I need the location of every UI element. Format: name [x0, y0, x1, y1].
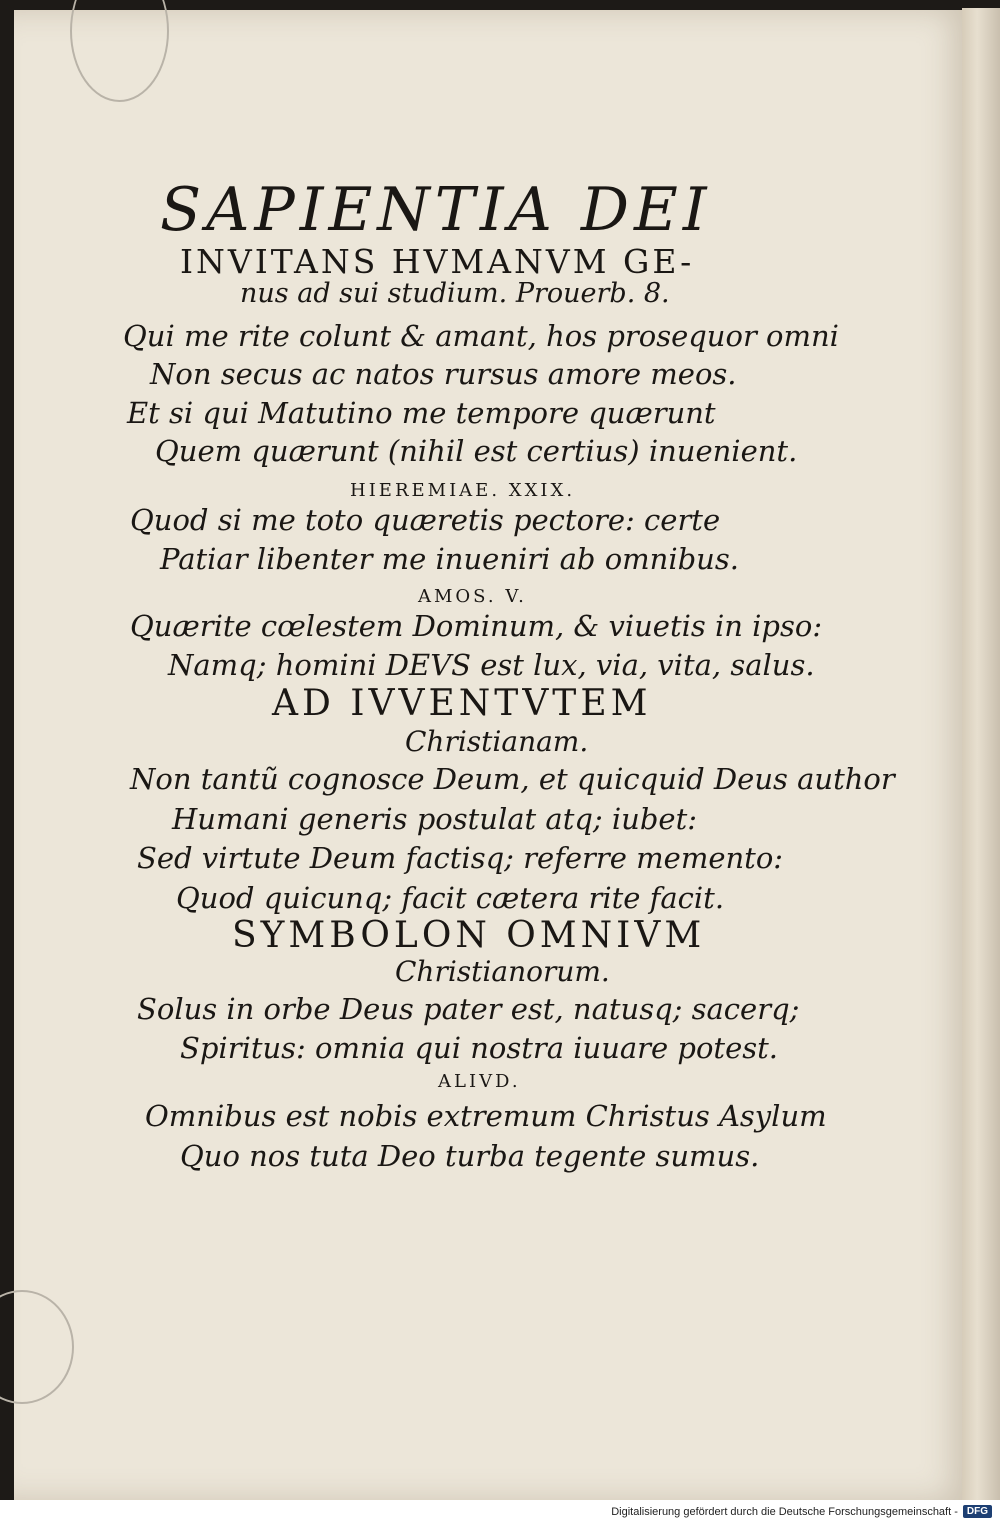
title-line-1: SAPIENTIA DEI [160, 175, 712, 245]
verse-line: Non tantũ cognosce Deum, et quicquid Deus author [130, 762, 895, 796]
verse-line: Humani generis postulat atq; iubet: [172, 802, 698, 836]
sub-christianam: Christianam. [405, 725, 589, 758]
verse-line: Spiritus: omnia qui nostra iuuare potest. [180, 1031, 778, 1065]
title-line-3: nus ad sui studium. Prouerb. 8. [240, 278, 670, 309]
title-line-2: INVITANS HVMANVM GE- [180, 242, 695, 281]
verse-line: Patiar libenter me inueniri ab omnibus. [160, 542, 739, 576]
verse-line: Omnibus est nobis extremum Christus Asylum [145, 1099, 827, 1133]
heading-aliud: ALIVD. [438, 1071, 521, 1092]
dfg-logo-icon: DFG [963, 1505, 992, 1518]
heading-hieremiae: HIEREMIAE. XXIX. [350, 480, 576, 501]
verse-line: Solus in orbe Deus pater est, natusq; sacerq; [137, 992, 800, 1026]
verse-line: Namq; homini DEVS est lux, via, vita, salus. [168, 648, 815, 682]
heading-amos: AMOS. V. [418, 586, 527, 607]
verse-line: Qui me rite colunt & amant, hos prosequor omni [123, 319, 839, 353]
verse-line: Sed virtute Deum factisq; referre memento: [137, 841, 784, 875]
verse-line: Quo nos tuta Deo turba tegente sumus. [180, 1139, 760, 1173]
digitization-footer [0, 1500, 1000, 1523]
verse-line: Non secus ac natos rursus amore meos. [150, 357, 737, 391]
verse-line: Quod si me toto quæretis pectore: certe [130, 503, 721, 537]
verse-line: Quod quicunq; facit cætera rite facit. [176, 881, 725, 915]
verse-line: Quem quærunt (nihil est certius) inuenient. [155, 434, 798, 468]
sub-christianorum: Christianorum. [395, 955, 610, 988]
footer-credit: Digitalisierung gefördert durch die Deutsche Forschungsgemeinschaft - [611, 1505, 958, 1518]
heading-symbolon: SYMBOLON OMNIVM [232, 915, 706, 956]
verse-line: Et si qui Matutino me tempore quærunt [127, 396, 716, 430]
verse-line: Quærite cœlestem Dominum, & viuetis in ipso: [130, 609, 823, 643]
heading-iuventutem: AD IVVENTVTEM [272, 683, 652, 724]
